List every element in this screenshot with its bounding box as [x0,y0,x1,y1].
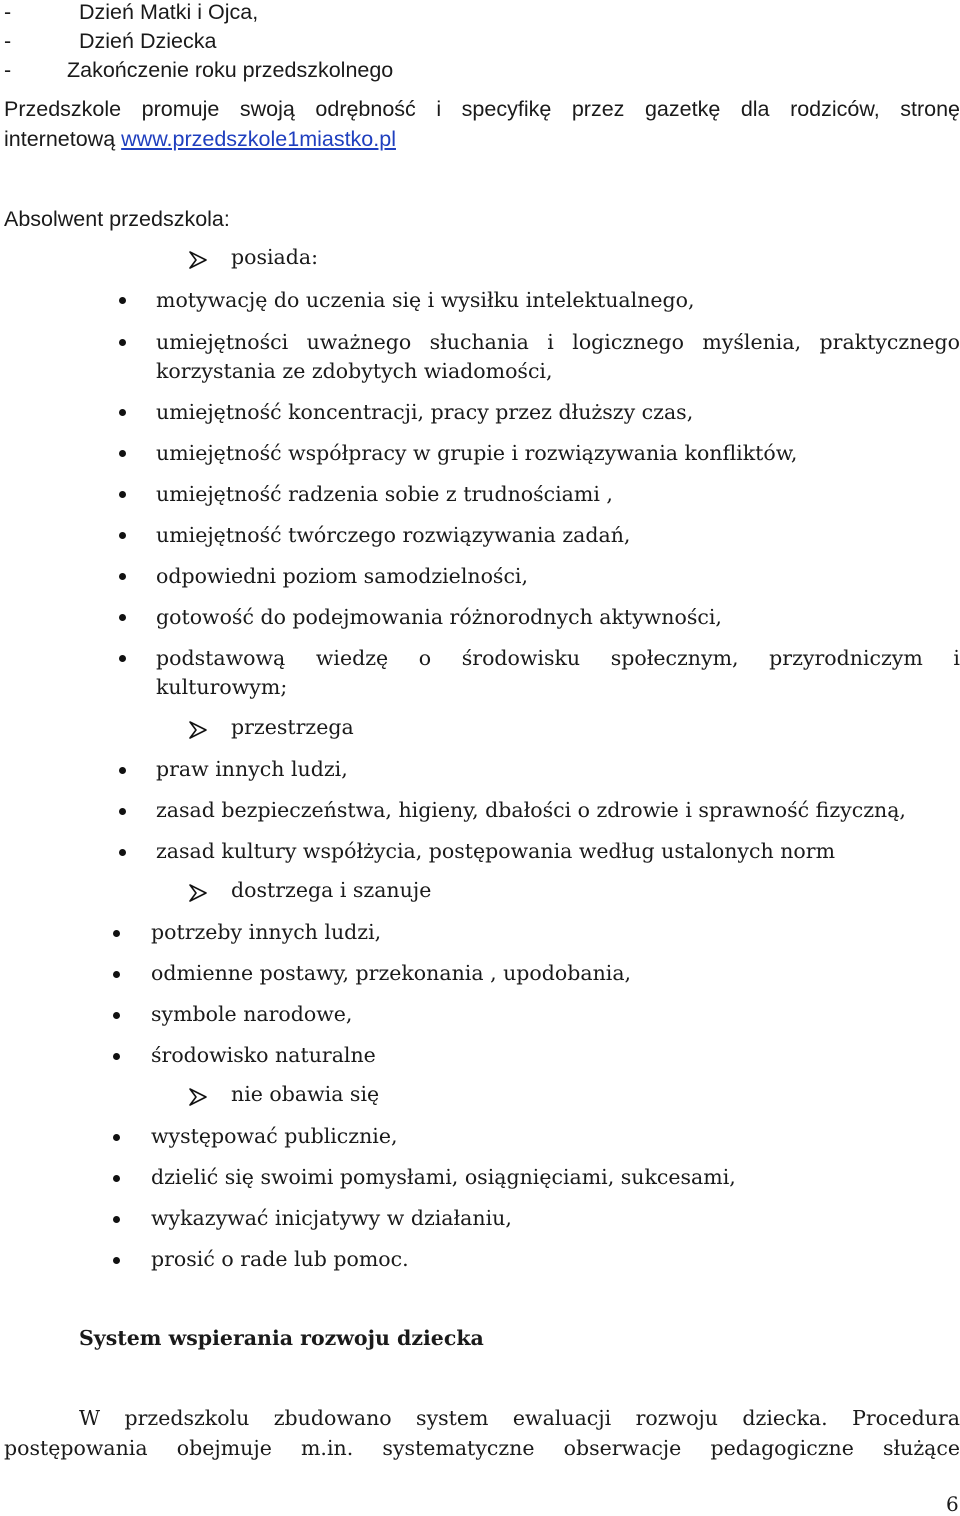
list-item: występować publicznie, [151,1124,398,1148]
bullet-icon [119,614,126,621]
list-item: zasad kultury współżycia, postępowania według ustalonych norm [156,839,836,863]
list-item: podstawową wiedzę o środowisku społecznym, przyrodniczym i [156,646,960,670]
list-item: motywację do uczenia się i wysiłku intelektualnego, [156,288,695,312]
bullet-icon [113,1134,120,1141]
arrow-bullet-icon [188,250,210,270]
list-item: symbole narodowe, [151,1002,353,1026]
website-link[interactable]: www.przedszkole1miastko.pl [121,127,396,151]
list-item: umiejętność radzenia sobie z trudnościami , [156,482,613,506]
list-item: środowisko naturalne [151,1043,376,1067]
bullet-icon [119,339,126,346]
bullet-icon [113,1175,120,1182]
bullet-icon [113,1053,120,1060]
promo-line-1: Przedszkole promuje swoją odrębność i specyfikę przez gazetkę dla rodziców, stronę [4,97,960,121]
list-item: odmienne postawy, przekonania , upodobania, [151,961,632,985]
bullet-icon [113,1012,120,1019]
dash: - [4,0,12,24]
list-item: prosić o rade lub pomoc. [151,1247,409,1271]
list-item: potrzeby innych ludzi, [151,920,382,944]
promo-line-2 [4,127,396,152]
section-title: System wspierania rozwoju dziecka [79,1326,484,1350]
list-item: praw innych ludzi, [156,757,348,781]
list-item: wykazywać inicjatywy w działaniu, [151,1206,512,1230]
list-item: gotowość do podejmowania różnorodnych aktywności, [156,605,722,629]
section-paragraph-line-1: W przedszkolu zbudowano system ewaluacji rozwoju dziecka. Procedura [79,1406,960,1430]
list-item-continuation: kulturowym; [156,675,288,699]
group-heading: dostrzega i szanuje [231,878,432,902]
group-heading: nie obawia się [231,1082,380,1106]
bullet-icon [119,297,126,304]
list-item: umiejętności uważnego słuchania i logicznego myślenia, praktycznego [156,330,960,354]
group-heading: posiada: [231,245,319,269]
bullet-icon [119,767,126,774]
bullet-icon [119,450,126,457]
bullet-icon [113,971,120,978]
list-item: odpowiedni poziom samodzielności, [156,564,528,588]
event-item: Dzień Dziecka [79,29,217,53]
dash: - [4,29,12,53]
arrow-bullet-icon [188,720,210,740]
list-item: zasad bezpieczeństwa, higieny, dbałości o zdrowie i sprawność fizyczną, [156,798,906,822]
arrow-bullet-icon [188,1087,210,1107]
bullet-icon [113,930,120,937]
list-item: dzielić się swoimi pomysłami, osiągnięciami, sukcesami, [151,1165,736,1189]
promo-prefix: internetową [4,127,122,151]
bullet-icon [119,808,126,815]
event-item: Dzień Matki i Ojca, [79,0,259,24]
section-paragraph-line-2: postępowania obejmuje m.in. systematyczne obserwacje pedagogiczne służące [4,1436,960,1460]
bullet-icon [119,409,126,416]
bullet-icon [119,573,126,580]
group-heading: przestrzega [231,715,354,739]
page-number: 6 [946,1492,959,1516]
list-item: umiejętność koncentracji, pracy przez dłuższy czas, [156,400,694,424]
bullet-icon [113,1216,120,1223]
list-item: umiejętność współpracy w grupie i rozwiązywania konfliktów, [156,441,798,465]
graduate-intro: Absolwent przedszkola: [4,207,230,231]
bullet-icon [113,1257,120,1264]
bullet-icon [119,491,126,498]
bullet-icon [119,849,126,856]
bullet-icon [119,655,126,662]
list-item-continuation: korzystania ze zdobytych wiadomości, [156,359,553,383]
dash: - [4,58,12,82]
arrow-bullet-icon [188,883,210,903]
bullet-icon [119,532,126,539]
event-item: Zakończenie roku przedszkolnego [67,58,394,82]
list-item: umiejętność twórczego rozwiązywania zadań, [156,523,631,547]
